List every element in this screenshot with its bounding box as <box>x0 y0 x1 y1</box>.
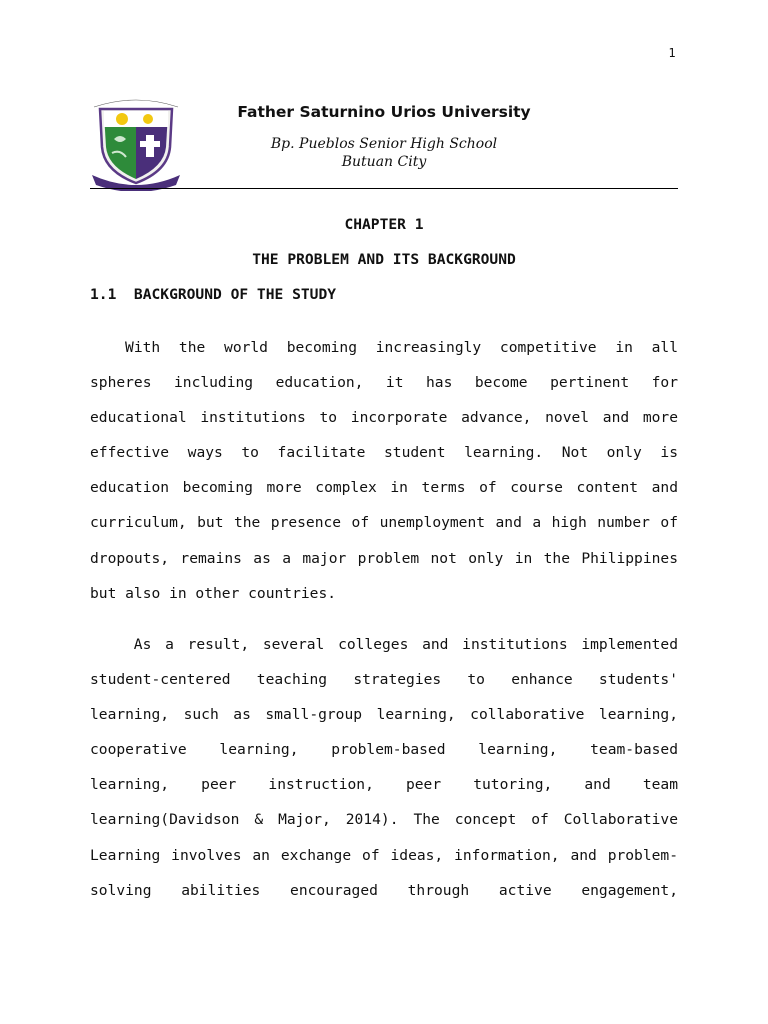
paragraph-line: Learning involves an exchange of ideas, information, and problem- <box>90 846 678 864</box>
paragraph-line: spheres including education, it has become pertinent for <box>90 374 678 392</box>
university-seal-logo <box>90 95 182 191</box>
school-name: Bp. Pueblos Senior High School <box>270 136 498 152</box>
chapter-title: THE PROBLEM AND ITS BACKGROUND <box>252 251 516 268</box>
city-name: Butuan City <box>341 154 427 170</box>
paragraph-line: solving abilities encouraged through active engagement, <box>90 881 678 899</box>
header-divider <box>90 188 678 189</box>
body-paragraph-2 <box>90 634 678 915</box>
paragraph-line: but also in other countries. <box>90 584 337 602</box>
paragraph-line: educational institutions to incorporate advance, novel and more <box>90 409 678 427</box>
chapter-number: CHAPTER 1 <box>344 216 424 233</box>
paragraph-line: student-centered teaching strategies to enhance students' <box>90 671 678 689</box>
paragraph-line: learning(Davidson & Major, 2014). The concept of Collaborative <box>90 811 678 829</box>
page-number: 1 <box>668 46 676 60</box>
body-paragraph-1 <box>90 337 678 618</box>
paragraph-line: learning, peer instruction, peer tutoring, and team <box>90 776 678 794</box>
section-heading: 1.1 BACKGROUND OF THE STUDY <box>90 286 337 303</box>
paragraph-line: learning, such as small-group learning, collaborative learning, <box>90 706 678 724</box>
paragraph-line: cooperative learning, problem-based learning, team-based <box>90 741 678 759</box>
paragraph-line: With the world becoming increasingly competitive in all <box>125 339 678 356</box>
paragraph-line: As a result, several colleges and institutions implemented <box>133 636 678 653</box>
university-name: Father Saturnino Urios University <box>237 103 531 121</box>
paragraph-line: education becoming more complex in terms of course content and <box>90 479 678 497</box>
paragraph-line: effective ways to facilitate student learning. Not only is <box>90 444 678 462</box>
paragraph-line: dropouts, remains as a major problem not only in the Philippines <box>90 549 678 567</box>
paragraph-line: curriculum, but the presence of unemployment and a high number of <box>90 514 678 532</box>
